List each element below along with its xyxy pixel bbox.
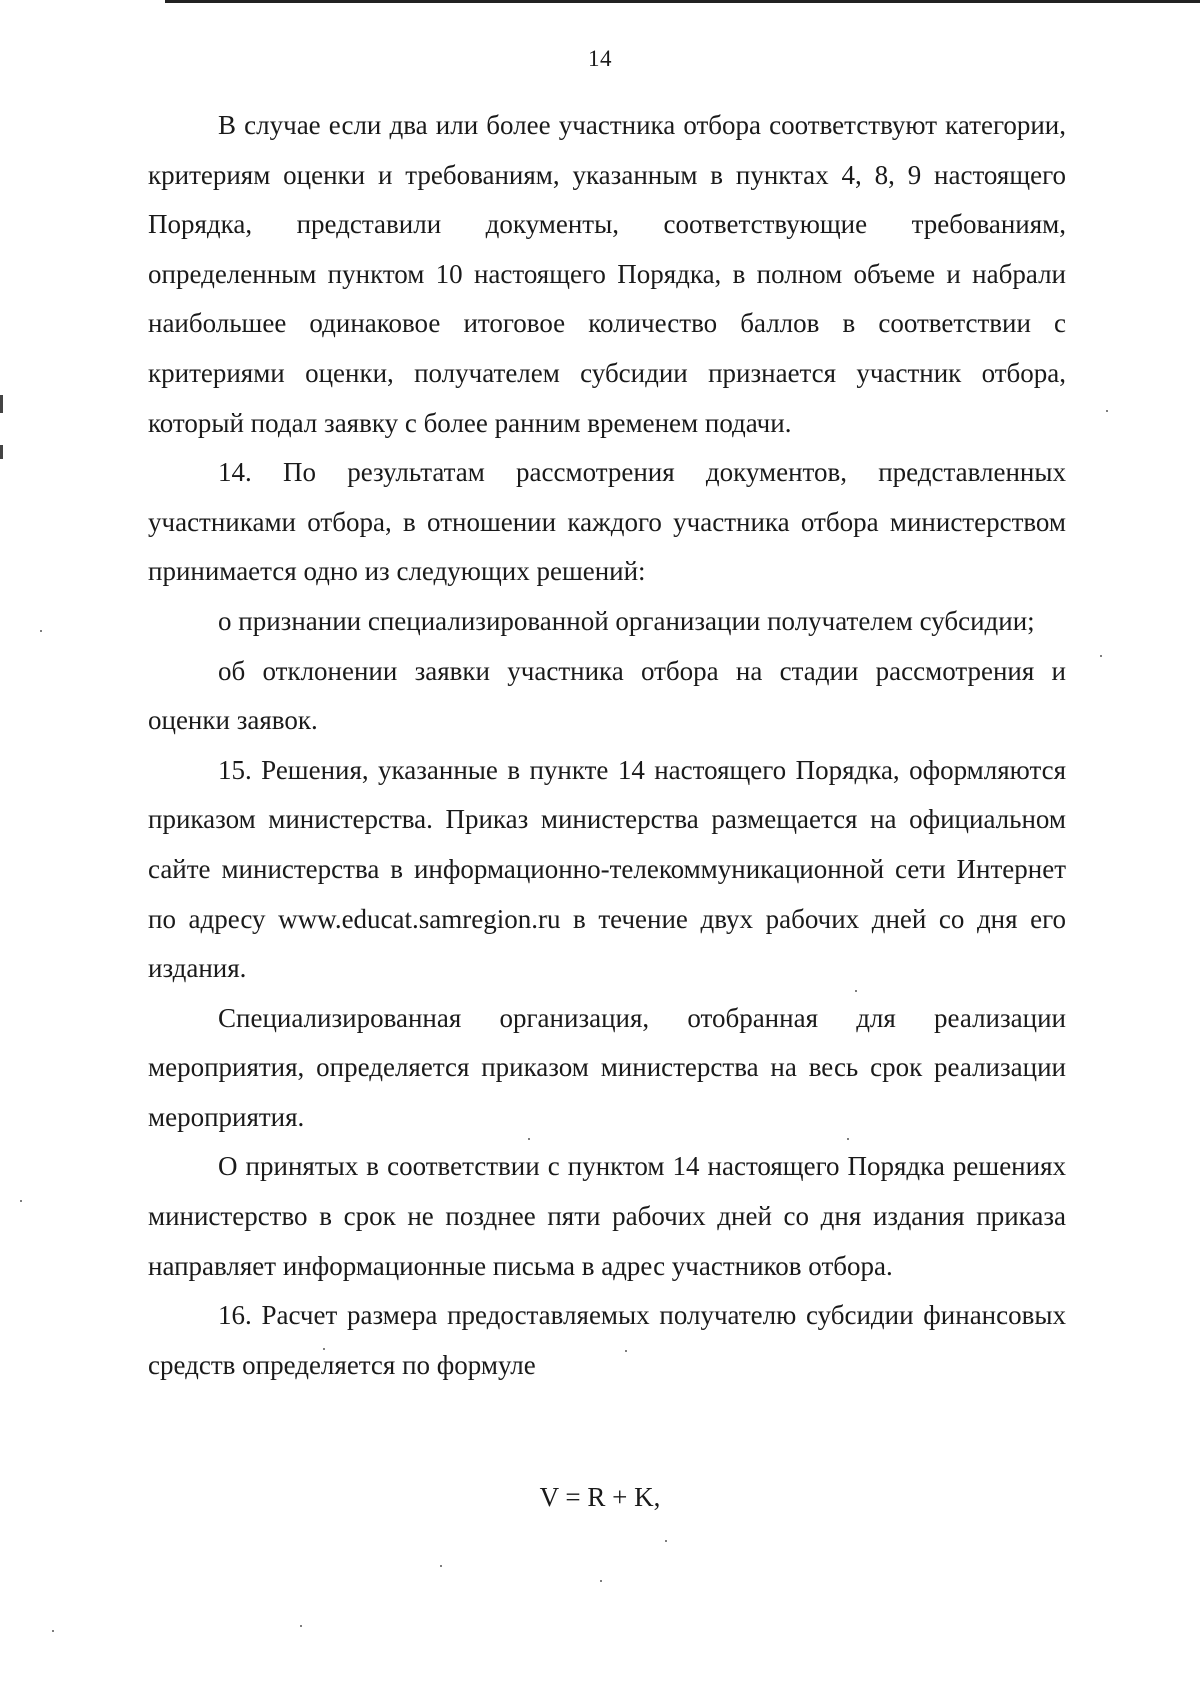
paragraph-decision-recognition: о признании специализированной организации получателем субсидии; [218, 605, 1035, 636]
paragraph-item-16: 16. Расчет размера предоставляемых получателю субсидии финансовых средств определяется по формуле [148, 1300, 1066, 1380]
scan-speck [528, 1138, 530, 1140]
scan-margin-mark [0, 445, 3, 459]
formula: V = R + K, [539, 1482, 661, 1512]
scan-speck [1106, 410, 1108, 412]
scan-speck [600, 1580, 602, 1582]
scan-speck [625, 1350, 627, 1352]
paragraph-item-14: 14. По результатам рассмотрения документов, представленных участниками отбора, в отношении каждого участника отбора министерством принимается одно из следующих решений: [148, 457, 1066, 587]
scan-speck [847, 1138, 849, 1140]
page-number: 14 [588, 46, 612, 71]
paragraph-item-15: 15. Решения, указанные в пункте 14 настоящего Порядка, оформляются приказом министерства. Приказ министерства размещается на официальном сайте министерства в информационно-телекоммуникационной сети Интернет по адресу www.educat.samregion.ru в течение двух рабочих дней со дня его издания. [148, 754, 1066, 984]
scan-speck [323, 1348, 325, 1350]
paragraph-tie-rule: В случае если два или более участника отбора соответствуют категории, критериям оценки и требованиям, указанным в пунктах 4, 8, 9 настоящего Порядка, представили документы, соответствующие требованиям, определенным пунктом 10 настоящего Порядка, в полном объеме и набрали наибольшее одинаковое итоговое количество баллов в соответствии с критериями оценки, получателем субсидии признается участник отбора, который подал заявку с более ранним временем подачи. [148, 110, 1066, 438]
paragraph-notification-letters: О принятых в соответствии с пунктом 14 настоящего Порядка решениях министерство в срок не позднее пяти рабочих дней со дня издания приказа направляет информационные письма в адрес участников отбора. [148, 1151, 1066, 1281]
paragraph-specialized-organization: Специализированная организация, отобранная для реализации мероприятия, определяется приказом министерства на весь срок реализации мероприятия. [148, 1002, 1066, 1132]
scan-margin-mark [0, 395, 3, 413]
paragraph-decision-rejection: об отклонении заявки участника отбора на стадии рассмотрения и оценки заявок. [148, 655, 1066, 736]
top-border-line [165, 0, 1200, 3]
scan-speck [440, 1565, 442, 1567]
scan-speck [665, 1540, 667, 1542]
scan-speck [52, 1630, 54, 1632]
scan-speck [855, 990, 857, 992]
scan-speck [40, 630, 42, 632]
document-body [148, 101, 1066, 1390]
scan-speck [1100, 655, 1102, 657]
scan-speck [20, 1200, 22, 1202]
scan-speck [300, 1625, 302, 1627]
